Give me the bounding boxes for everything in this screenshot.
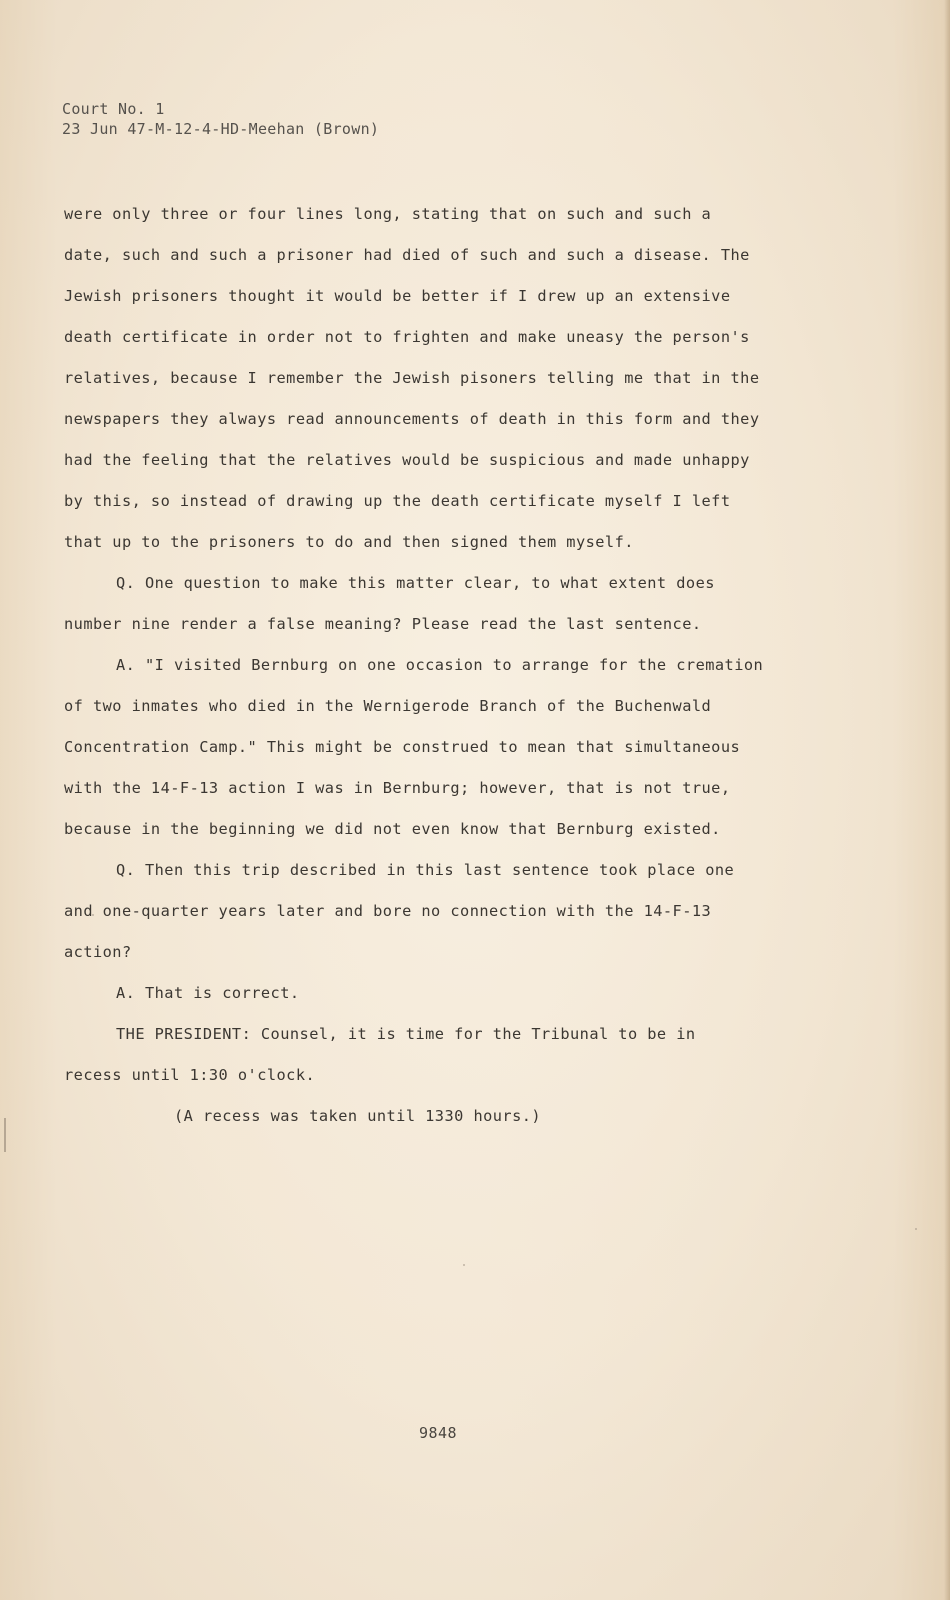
transcript-header [62,99,379,139]
transcript-line: date, such and such a prisoner had died of such and such a disease. The [64,246,750,264]
transcript-body [64,194,824,1137]
answer-line: A. That is correct. [116,984,300,1002]
transcript-line: death certificate in order not to frighten and make uneasy the person's [64,328,750,346]
transcript-line: with the 14-F-13 action I was in Bernburg; however, that is not true, [64,779,731,797]
court-number: Court No. 1 [62,100,165,118]
transcript-line: because in the beginning we did not even know that Bernburg existed. [64,820,721,838]
transcript-line: recess until 1:30 o'clock. [64,1066,316,1084]
question-line: Q. One question to make this matter clear, to what extent does [116,574,715,592]
transcript-line: of two inmates who died in the Wernigerode Branch of the Buchenwald [64,697,712,715]
president-line: THE PRESIDENT: Counsel, it is time for the Tribunal to be in [116,1025,696,1043]
transcript-line: newspapers they always read announcements of death in this form and they [64,410,760,428]
transcript-line: number nine render a false meaning? Please read the last sentence. [64,615,702,633]
answer-line: A. "I visited Bernburg on one occasion to arrange for the cremation [116,656,764,674]
transcript-line: and one-quarter years later and bore no connection with the 14-F-13 [64,902,712,920]
recess-note: (A recess was taken until 1330 hours.) [174,1107,542,1125]
transcript-line: had the feeling that the relatives would be suspicious and made unhappy [64,451,750,469]
paper-speck [915,1228,917,1230]
session-reference: 23 Jun 47-M-12-4-HD-Meehan (Brown) [62,120,380,138]
transcript-line: that up to the prisoners to do and then signed them myself. [64,533,634,551]
paper-speck [463,1264,465,1266]
transcript-line: action? [64,943,132,961]
transcript-line: Jewish prisoners thought it would be better if I drew up an extensive [64,287,731,305]
transcript-line: were only three or four lines long, stating that on such and such a [64,205,712,223]
transcript-line: Concentration Camp." This might be construed to mean that simultaneous [64,738,741,756]
page-edge-shadow [944,0,950,1600]
left-edge-mark [4,1118,6,1152]
question-line: Q. Then this trip described in this last sentence took place one [116,861,735,879]
transcript-line: relatives, because I remember the Jewish pisoners telling me that in the [64,369,760,387]
transcript-line: by this, so instead of drawing up the death certificate myself I left [64,492,731,510]
page-number: 9848 [418,1424,458,1442]
